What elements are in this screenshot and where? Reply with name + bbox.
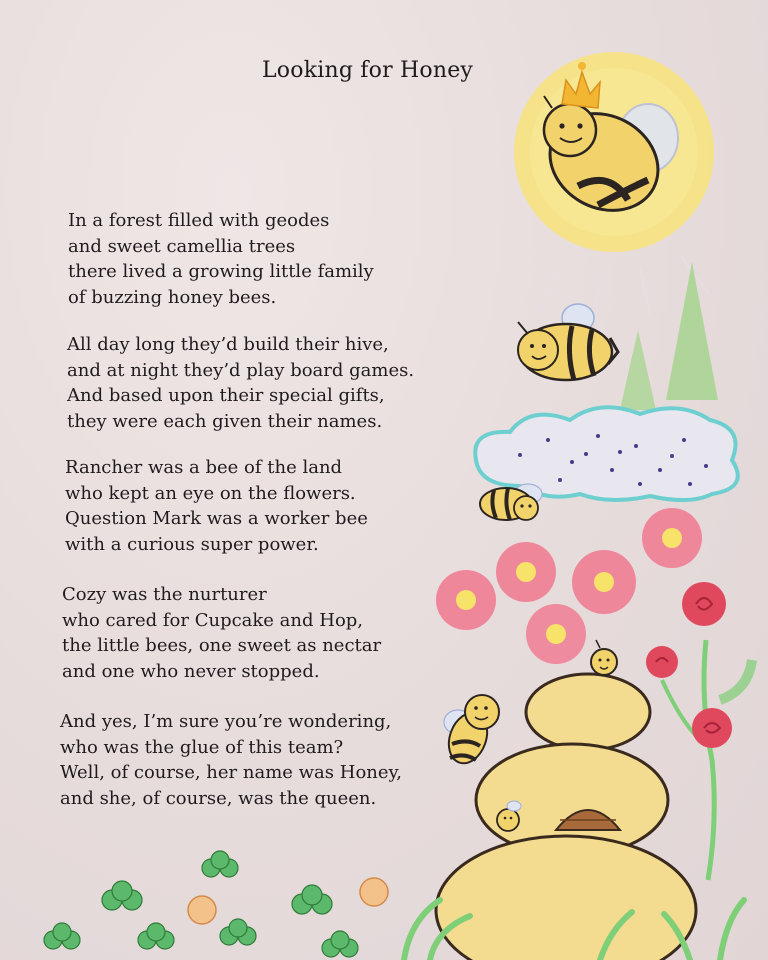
- poem-line: they were each given their names.: [67, 410, 383, 432]
- poem-line: who was the glue of this team?: [60, 736, 344, 758]
- poem-line: And based upon their special gifts,: [67, 385, 385, 406]
- poem-line: and sweet camellia trees: [68, 235, 296, 257]
- poem-line: with a curious super power.: [65, 533, 319, 555]
- stanza: [62, 582, 381, 684]
- tree-icon: [620, 262, 718, 410]
- stanza: [67, 332, 414, 434]
- poem-line: and one who never stopped.: [62, 660, 320, 682]
- bee-icon: [518, 304, 618, 380]
- poem-title: Looking for Honey: [262, 58, 474, 83]
- stanza: [60, 709, 402, 811]
- poem-line: of buzzing honey bees.: [68, 286, 277, 308]
- bee-icon: [591, 640, 617, 675]
- poem-line: Rancher was a bee of the land: [65, 457, 343, 478]
- cloud-icon: [475, 407, 738, 500]
- poem-line: And yes, I’m sure you’re wondering,: [60, 711, 392, 732]
- flower-icon: [436, 508, 702, 664]
- stanza: [65, 455, 368, 557]
- stanza: [68, 208, 374, 310]
- poem-line: who kept an eye on the flowers.: [65, 482, 356, 504]
- poem-line: Cozy was the nurturer: [62, 584, 267, 605]
- bee-icon: [480, 484, 542, 520]
- poem-line: and at night they’d play board games.: [67, 359, 415, 381]
- clover-icon: [44, 851, 388, 957]
- poem-line: and she, of course, was the queen.: [60, 787, 377, 809]
- poem-line: Question Mark was a worker bee: [65, 508, 368, 529]
- poem-line: In a forest filled with geodes: [68, 210, 330, 231]
- poem-line: the little bees, one sweet as nectar: [62, 635, 382, 656]
- poem-line: All day long they’d build their hive,: [67, 334, 389, 355]
- poem-line: who cared for Cupcake and Hop,: [62, 609, 364, 631]
- poem-line: there lived a growing little family: [68, 261, 374, 282]
- bee-icon: [442, 695, 499, 769]
- poem-line: Well, of course, her name was Honey,: [60, 762, 403, 783]
- rose-icon: [646, 582, 752, 880]
